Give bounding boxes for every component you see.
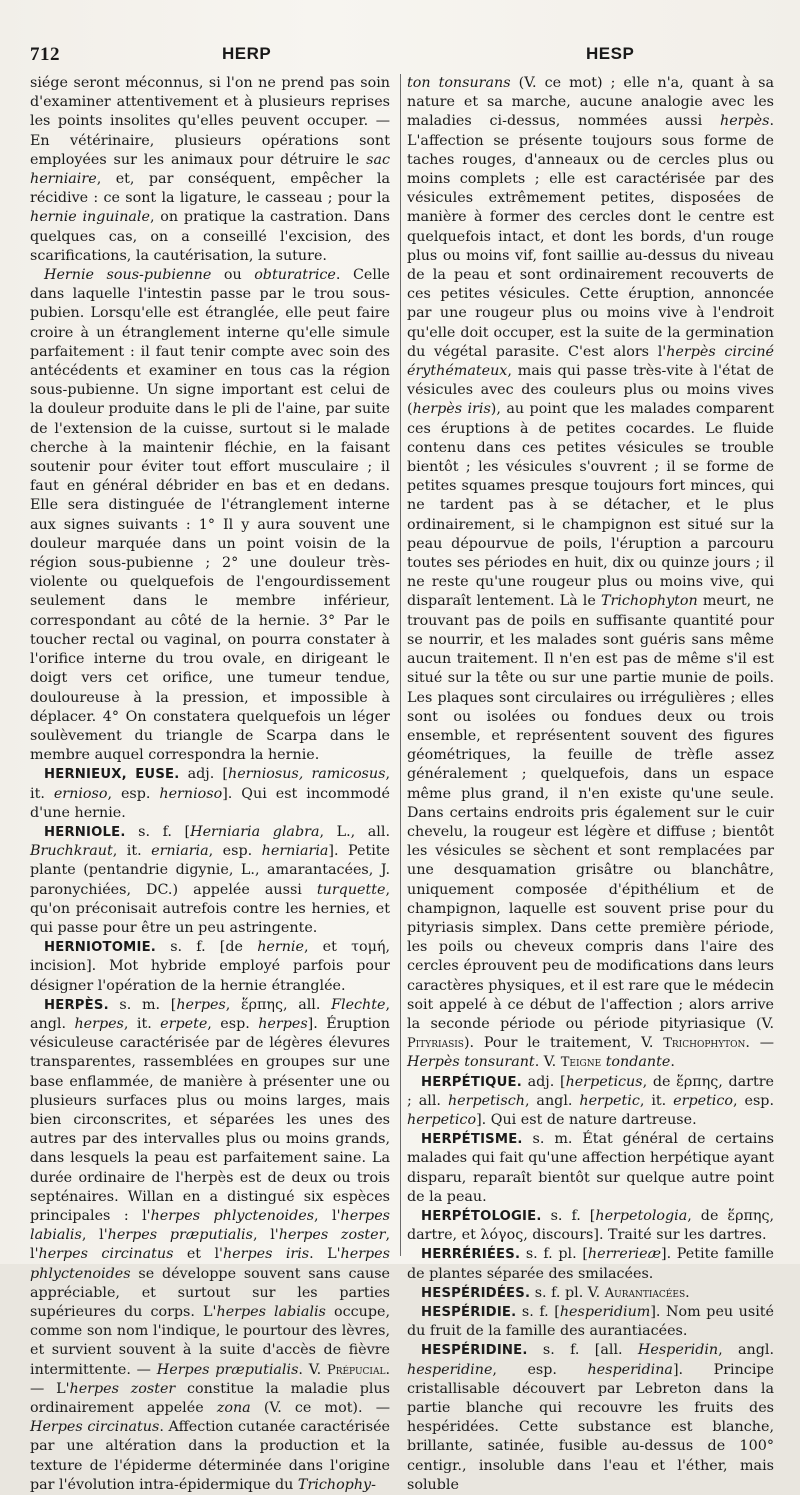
text-run: , mais qui passe très-vite à l'état de vésicules avec des couleurs plus ou moins vives ( <box>407 363 774 418</box>
text-run: herpes circinatus <box>38 1246 174 1263</box>
text-run: herrerieæ <box>587 1246 662 1263</box>
entry-paragraph <box>407 1303 774 1341</box>
text-run: s. f. [ <box>516 1304 560 1320</box>
entry-paragraph <box>407 1130 774 1207</box>
text-run: herpes labialis <box>216 1304 326 1320</box>
text-run: . L'affection se présente toujours sous forme de taches rouges, d'anneaux ou de cercles plus ou moins complets ; elle est caractérisée par des vésicules extrêmement petites, disposées de manière à former des cercles dont le centre est quelquefois intact, et dont les bords, d'un rouge plus ou moins vif, font saillie au-dessus du niveau de la peau et sont ordinairement recouverts de ces petites vésicules. Cette éruption, annoncée par une rougeur plus ou moins vive à l'endroit qu'elle doit occuper, est la suite de la germination du végétal parasite. C'est alors l' <box>407 113 774 360</box>
entry-paragraph <box>407 74 774 1073</box>
page-number: 712 <box>30 44 60 65</box>
text-run: obturatrice <box>254 267 336 284</box>
entry-headword: HERPÈS. <box>44 997 109 1013</box>
entry-paragraph <box>407 1207 774 1245</box>
text-run: . — <box>745 1035 774 1052</box>
text-run: Herniaria glabra <box>190 823 320 840</box>
text-columns <box>30 74 780 1493</box>
text-run: Trichophy- <box>297 1476 376 1493</box>
text-run: , l' <box>30 1227 390 1263</box>
text-run: Prépucial <box>326 1362 386 1378</box>
text-run: Herpes præputialis <box>156 1361 299 1378</box>
text-run: herpes <box>74 1015 124 1032</box>
text-run: hernie <box>257 939 304 956</box>
text-run: herniaria <box>261 843 329 860</box>
text-run: Hesperidin <box>637 1342 719 1359</box>
text-run: . V. <box>298 1361 327 1378</box>
text-run: adj. [ <box>179 766 228 783</box>
text-run: Aurantiacées <box>604 1285 686 1301</box>
text-run: s. f. [ <box>125 823 191 840</box>
entry-headword: HESPÉRIDÉES. <box>421 1285 531 1301</box>
entry-headword: HERPÉTOLOGIE. <box>421 1208 542 1224</box>
page-header <box>30 44 782 70</box>
text-run: herpeticus <box>565 1073 643 1090</box>
text-run: ernioso <box>53 785 108 802</box>
text-run: turquette <box>316 881 386 898</box>
text-run: ]. Nom peu usité du fruit de la famille des aurantiacées. <box>407 1304 774 1340</box>
entry-headword: HERPÉTIQUE. <box>421 1074 522 1090</box>
text-run: . Affection cutanée caractérisée par une altération dans la production et la texture de l'épiderme déterminée dans l'origine par l'évolution intra-épidermique du <box>30 1419 390 1493</box>
entry-headword: HERNIOLE. <box>44 824 126 840</box>
text-run: Herpes circinatus <box>30 1419 160 1436</box>
text-run: s. f. [ <box>541 1207 596 1224</box>
text-run: ou <box>211 267 255 284</box>
left-column <box>30 74 396 1493</box>
entry-paragraph <box>407 1284 774 1303</box>
entry-paragraph <box>30 266 390 765</box>
text-run: . <box>670 1054 675 1071</box>
text-run: Flechte <box>331 996 386 1013</box>
entry-headword: HERNIOTOMIE. <box>44 940 157 956</box>
text-run: ton tonsurans <box>407 75 511 91</box>
text-run: herpes <box>258 1015 308 1032</box>
text-run: erpetico <box>673 1092 733 1109</box>
right-column <box>400 74 775 1493</box>
entry-paragraph <box>30 938 390 996</box>
text-run: Trichophyton <box>663 1036 746 1052</box>
text-run: , et τομή, incision]. Mot hybride employé parfois pour désigner l'opération de la hernie étranglée. <box>30 939 390 994</box>
text-run: s. f. [de <box>156 939 258 956</box>
text-run: ]. Petite famille de plantes séparée des smilacées. <box>407 1246 774 1282</box>
text-run: . Celle dans laquelle l'intestin passe par le trou sous-pubien. Lorsqu'elle est étranglée, elle peut faire croire à un étranglement interne qu'elle simule parfaitement : il faut tenir compte avec soin des antécédents et examiner en tous cas la région sous-pubienne. Un signe important est celui de la douleur produite dans le pli de l'aine, par suite de l'extension de la cuisse, surtout si le malade cherche à la maintenir fléchie, en la faisant soutenir pour éviter tout effort musculaire ; il faut en général débrider en bas et en dedans. Elle sera distinguée de l'étranglement interne aux signes suivants : 1° Il y aura souvent une douleur marquée dans un point voisin de la région sous-pubienne ; 2° une douleur très-violente ou quelquefois de l'engourdissement seulement dans le membre inférieur, correspondant au côté de la hernie. 3° Par le toucher rectal ou vaginal, on pourra constater à l'orifice interne du trou ovale, en dirigeant le doigt vers cet orifice, une tumeur tendue, douloureuse à la pression, et impossible à déplacer. 4° On constatera quelquefois un léger soulèvement du triangle de Scarpa dans le membre auquel correspondra la hernie. <box>30 267 390 764</box>
text-run: , it. <box>639 1092 674 1109</box>
text-run: hesperidine <box>407 1361 493 1378</box>
entry-headword: HERNIEUX, EUSE. <box>44 767 180 783</box>
right-running-headword: HESP <box>586 44 635 63</box>
text-run: , L., all. <box>319 823 390 840</box>
text-run: tondante <box>605 1054 671 1071</box>
text-run: adj. [ <box>521 1073 566 1090</box>
text-run: herpetico <box>407 1111 477 1128</box>
text-run: se développe souvent sans cause appréciable, et surtout sur les parties supérieures du corps. L' <box>30 1265 390 1320</box>
text-run: , l' <box>252 1227 279 1244</box>
text-run: herpes <box>176 996 226 1013</box>
text-run: , l' <box>314 1207 341 1224</box>
text-run: Teigne <box>560 1055 602 1071</box>
entry-paragraph <box>407 1341 774 1495</box>
text-run: Hernie sous-pubienne <box>44 267 212 284</box>
text-run: ), au point que les malades comparent ces éruptions à de petites cocardes. Le fluide contenu dans ces petites vésicules se trouble bientôt ; les vésicules s'ouvrent ; il se forme de petites squames presque toujours fort minces, qui ne tardent pas à se détacher, et le plus ordinairement, si le champignon est situé sur la peau dépourvue de poils, l'éruption a parcouru toutes ses périodes en huit, dix ou quinze jours ; il ne reste qu'une rougeur plus ou moins vive, qui disparaît lentement. Là le <box>407 401 774 610</box>
text-run: , et, par conséquent, empêcher la récidive : ce sont la ligature, le casseau ; pour la <box>30 171 390 207</box>
entry-paragraph <box>30 765 390 823</box>
text-run: ]. Principe cristallisable découvert par Lebreton dans la partie blanche qui recouvre les fruits des hespéridées. Cette substance est blanche, brillante, satinée, fusible au-dessus de 100° centigr., insoluble dans l'eau et l'éther, mais soluble <box>407 1361 774 1493</box>
text-run: . <box>685 1284 690 1301</box>
text-run: , l' <box>81 1227 108 1244</box>
text-run: herpetic <box>579 1092 640 1109</box>
text-run: occupe, comme son nom l'indique, le pourtour des lèvres, et survient souvent à la suite d'accès de fièvre intermittente. — <box>30 1304 390 1378</box>
text-run: . L' <box>309 1246 341 1263</box>
text-run: s. f. [all. <box>527 1342 638 1359</box>
text-run: Herpès tonsurant <box>407 1054 535 1071</box>
entry-headword: HERPÉTISME. <box>421 1132 523 1148</box>
text-run: et l' <box>173 1246 223 1263</box>
text-run: hesperidina <box>587 1361 673 1378</box>
text-run: herpès circiné érythémateux <box>407 343 774 380</box>
entry-paragraph <box>30 823 390 938</box>
entry-paragraph <box>30 996 390 1495</box>
text-run: ). Pour le traitement, V. <box>463 1035 664 1052</box>
text-run: , esp. <box>107 785 160 802</box>
entry-headword: HESPÉRIDINE. <box>421 1343 528 1359</box>
text-run: Trichophyton <box>600 593 698 610</box>
text-run: (V. ce mot). — <box>250 1400 390 1417</box>
left-running-headword: HERP <box>222 44 272 63</box>
text-run: herpetisch <box>447 1092 525 1109</box>
text-run: , angl. <box>718 1342 774 1359</box>
text-run: erpete <box>160 1015 208 1032</box>
text-run: ]. Qui est de nature dartreuse. <box>476 1111 697 1128</box>
text-run: herniosus, ramicosus <box>227 766 386 783</box>
text-run: herpès iris <box>412 401 491 418</box>
text-run: , qu'on préconisait autrefois contre les hernies, et qui passe pour être un peu astringente. <box>30 881 390 936</box>
text-run: siége seront méconnus, si l'on ne prend pas soin d'examiner attentivement et à plusieurs reprises les points insolites qu'elles peuvent occuper. — En vétérinaire, plusieurs opérations sont employées sur les animaux pour détruire le <box>30 75 390 168</box>
text-run: herpes iris <box>222 1246 310 1263</box>
text-run: , esp. <box>208 843 262 860</box>
text-run: ]. Petite plante (pentandrie digynie, L., amarantacées, J. paronychiées, DC.) appelée aussi <box>30 843 390 898</box>
text-run: herpes phlyctenoides <box>150 1207 315 1224</box>
text-run: , esp. <box>733 1092 774 1109</box>
text-run: . — L' <box>30 1361 390 1397</box>
text-run: , it. <box>30 766 390 802</box>
text-run: , angl. <box>524 1092 580 1109</box>
text-run: herpès <box>720 113 770 130</box>
text-run: s. m. [ <box>108 996 177 1013</box>
text-run: hernie inguinale <box>30 209 150 226</box>
text-run: herpes labialis <box>30 1207 390 1244</box>
entry-paragraph <box>407 1073 774 1131</box>
text-run: hesperidium <box>559 1304 651 1320</box>
text-run: herpes zoster <box>69 1380 176 1397</box>
text-run: , ἕρπης, all. <box>225 996 332 1013</box>
text-run: ]. Qui est incommodé d'une hernie. <box>30 785 390 821</box>
entry-headword: HERRÉRIÉES. <box>421 1247 521 1263</box>
entry-paragraph <box>30 74 390 266</box>
text-run: s. m. État général de certains malades qui fait qu'une affection herpétique ayant disparu, reparaît bientôt sur quelque autre point de la peau. <box>407 1131 774 1205</box>
text-run: meurt, ne trouvant pas de poils en suffisante quantité pour se nourrir, et les malades sont guéris sans même aucun traitement. Il n'en est pas de même s'il est situé sur la tête ou sur une partie munie de poils. Les plaques sont circulaires ou irrégulières ; elles sont ou isolées ou fondues deux ou trois ensemble, et représentent souvent des figures géométriques, la feuille de trèfle assez généralement ; quelquefois, dans un espace même plus grand, il n'en existe qu'une seule. Dans certains endroits pris également sur le cuir chevelu, la rougeur est légère et diffuse ; bientôt les vésicules se sèchent et sont remplacées par une desquamation grisâtre ou blanchâtre, uniquement composée d'épithélium et de champignon, laquelle est souvent prise pour du pityriasis simplex. Dans cette première période, les poils ou cheveux compris dans l'aire des cercles éprouvent peu de modifications dans leurs caractères physiques, et il est rare que le médecin soit appelé à ce début de l'affection ; alors arrive la seconde période ou période pityriasique (V. <box>407 593 774 1032</box>
text-run: , it. <box>123 1015 161 1032</box>
text-run: zona <box>216 1400 251 1417</box>
text-run: s. f. pl. V. <box>530 1284 605 1301</box>
text-run: , de ἕρπης, dartre ; all. <box>407 1073 774 1109</box>
text-run: , angl. <box>30 996 390 1032</box>
text-run: herpetologia <box>595 1207 688 1224</box>
text-run: s. f. pl. [ <box>520 1246 588 1263</box>
text-run: erniaria <box>151 843 209 860</box>
text-run: . V. <box>534 1054 561 1071</box>
text-run: , on pratique la castration. Dans quelques cas, on a conseillé l'excision, des scarifications, la cautérisation, la suture. <box>30 209 390 264</box>
text-run: , it. <box>112 843 152 860</box>
text-run: sac herniaire <box>30 151 390 188</box>
text-run: (V. ce mot) ; elle n'a, quant à sa nature et sa marche, aucune analogie avec les maladies ci-dessus, nommées aussi <box>407 75 774 130</box>
text-run: herpes phlyctenoides <box>30 1246 390 1282</box>
text-run: , de ἕρπης, dartre, et λόγος, discours]. Traité sur les dartres. <box>407 1207 775 1244</box>
entry-headword: HESPÉRIDIE. <box>421 1305 517 1320</box>
entry-paragraph <box>407 1245 774 1283</box>
text-run: constitue la maladie plus ordinairement appelée <box>30 1380 390 1417</box>
text-run: , esp. <box>492 1361 588 1378</box>
text-run: herpes præputialis <box>107 1227 253 1244</box>
text-run: , esp. <box>207 1015 259 1032</box>
text-run: Pityriasis <box>407 1036 464 1052</box>
text-run: ]. Éruption vésiculeuse caractérisée par de légères élevures transparentes, rassemblées en groupes sur une base enflammée, de manière à présenter une ou plusieurs surfaces plus ou moins larges, mais bien circonscrites, et séparées les unes des autres par des intervalles plus ou moins grands, dans lesquels la peau est parfaitement saine. La durée ordinaire de l'herpès est de deux ou trois septénaires. Willan en a distingué six espèces principales : l' <box>30 1015 390 1224</box>
text-run: hernioso <box>159 785 223 802</box>
text-run: herpes zoster <box>278 1227 386 1244</box>
text-run: Bruchkraut <box>30 843 113 860</box>
